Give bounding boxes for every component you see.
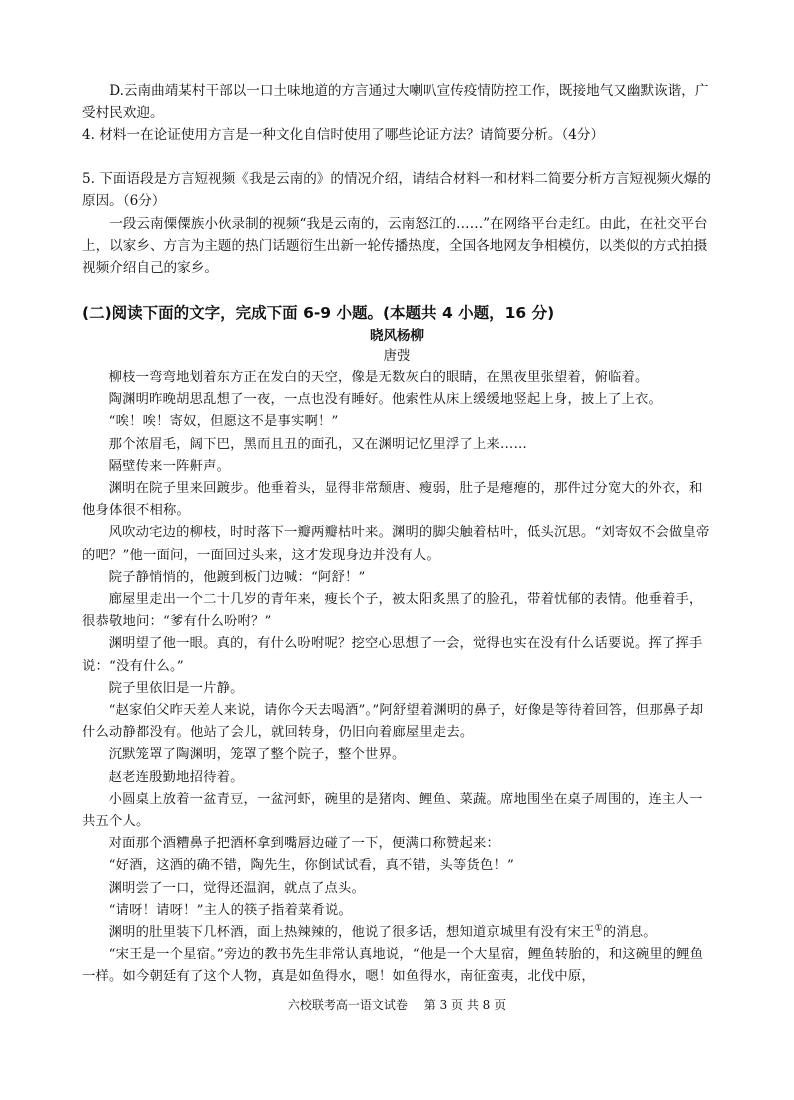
story-paragraph: “赵家伯父昨天差人来说，请你今天去喝酒”。”阿舒望着渊明的鼻子，好像是等待着回答，但那鼻子却什么动静都没有。他站了会儿，就回转身，仍旧向着廊屋里走去。 bbox=[82, 703, 704, 741]
page-footer bbox=[0, 996, 794, 1014]
story-paragraph: 那个浓眉毛，阔下巴，黑而且丑的面孔，又在渊明记忆里浮了上来…… bbox=[108, 436, 527, 452]
option-d: D.云南曲靖某村干部以一口土味地道的方言通过大喇叭宣传疫情防控工作，既接地气又幽默诙谐，广受村民欢迎。 bbox=[82, 83, 709, 121]
story-paragraph: 渊明在院子里来回踱步。他垂着头，显得非常颓唐、瘦弱，肚子是瘪瘪的，那件过分宽大的外衣，和他身体很不相称。 bbox=[82, 481, 703, 519]
song-text-pre: 渊明的肚里装下几杯酒，面上热辣辣的，他说了很多话，想知道京城里有没有宋王 bbox=[108, 925, 595, 941]
story-paragraph: 渊明望了他一眼。真的，有什么吩咐呢？挖空心思想了一会，觉得也实在没有什么话要说。挥了挥手说：“没有什么。” bbox=[82, 636, 703, 674]
story-paragraph: 沉默笼罩了陶渊明，笼罩了整个院子，整个世界。 bbox=[108, 747, 406, 763]
story-paragraph: 风吹动宅边的柳枝，时时落下一瓣两瓣枯叶来。渊明的脚尖触着枯叶，低头沉思。“刘寄奴不会做皇帝的吧？”他一面问，一面回过头来，这才发现身边并没有人。 bbox=[82, 525, 710, 563]
story-paragraph: “好酒，这酒的确不错，陶先生，你倒试试看，真不错，头等货色！” bbox=[108, 858, 514, 874]
song-text-post: 的消息。 bbox=[602, 925, 657, 941]
story-body bbox=[82, 367, 714, 989]
footer-exam-name: 六校联考高一语文试卷 bbox=[287, 998, 408, 1012]
story-paragraph: 廊屋里走出一个二十几岁的青年来，瘦长个子，被太阳炙黑了的脸孔，带着忧郁的表情。他垂着手，很恭敬地问：“爹有什么吩咐？” bbox=[82, 592, 703, 630]
story-paragraph: 陶渊明昨晚胡思乱想了一夜，一点也没有睡好。他索性从床上缓缓地竖起上身，披上了上衣。 bbox=[108, 392, 662, 408]
story-paragraph-song bbox=[82, 922, 714, 944]
question-4: 4. 材料一在论证使用方言是一种文化自信时使用了哪些论证方法？请简要分析。（4分） bbox=[82, 127, 605, 143]
footer-page-number: 第 3 页 共 8 页 bbox=[423, 998, 507, 1012]
question-5-passage: 一段云南傈僳族小伙录制的视频“我是云南的，云南怒江的……”在网络平台走红。由此，在社交平台上，以家乡、方言为主题的热门话题衍生出新一轮传播热度，全国各地网友争相模仿，以类似的方式拍摄视频介绍自己的家乡。 bbox=[82, 216, 708, 276]
story-paragraph: 院子静悄悄的，他踱到板门边喊：“阿舒！” bbox=[108, 569, 366, 585]
story-paragraph: 小圆桌上放着一盆青豆，一盆河虾，碗里的是猪肉、鲤鱼、菜蔬。席地围坐在桌子周围的，连主人一共五个人。 bbox=[82, 791, 703, 830]
story-paragraph: “请呀！请呀！”主人的筷子指着菜肴说。 bbox=[108, 902, 353, 918]
story-paragraph: 柳枝一弯弯地划着东方正在发白的天空，像是无数灰白的眼睛，在黑夜里张望着，俯临着。 bbox=[108, 370, 649, 385]
story-paragraph: 院子里依旧是一片静。 bbox=[108, 680, 244, 696]
question-5: 5. 下面语段是方言短视频《我是云南的》的情况介绍，请结合材料一和材料二简要分析方言短视频火爆的原因。（6分） bbox=[82, 171, 712, 209]
story-paragraph: 赵老连殷勤地招待着。 bbox=[108, 769, 244, 785]
story-author: 唐弢 bbox=[383, 348, 411, 364]
story-paragraph: 隔壁传来一阵鼾声。 bbox=[108, 458, 231, 474]
story-paragraph-last: “宋王是一个星宿。”旁边的教书先生非常认真地说，“他是一个大星宿，鲤鱼转胎的，和这碗里的鲤鱼一样。如今朝廷有了这个人物，真是如鱼得水，嗯！如鱼得水，南征蛮夷，北伐中原， bbox=[82, 947, 704, 985]
section-2-heading: (二)阅读下面的文字，完成下面 6-9 小题。(本题共 4 小题，16 分) bbox=[82, 304, 555, 322]
story-paragraph: “唉！唉！寄奴，但愿这不是事实啊！” bbox=[108, 414, 339, 430]
story-title: 晓风杨柳 bbox=[370, 328, 424, 344]
story-paragraph: 渊明尝了一口，觉得还温润，就点了点头。 bbox=[108, 880, 366, 896]
footnote-ref: ① bbox=[594, 923, 603, 934]
story-paragraph: 对面那个酒糟鼻子把酒杯拿到嘴唇边碰了一下，便满口称赞起来： bbox=[108, 836, 501, 852]
